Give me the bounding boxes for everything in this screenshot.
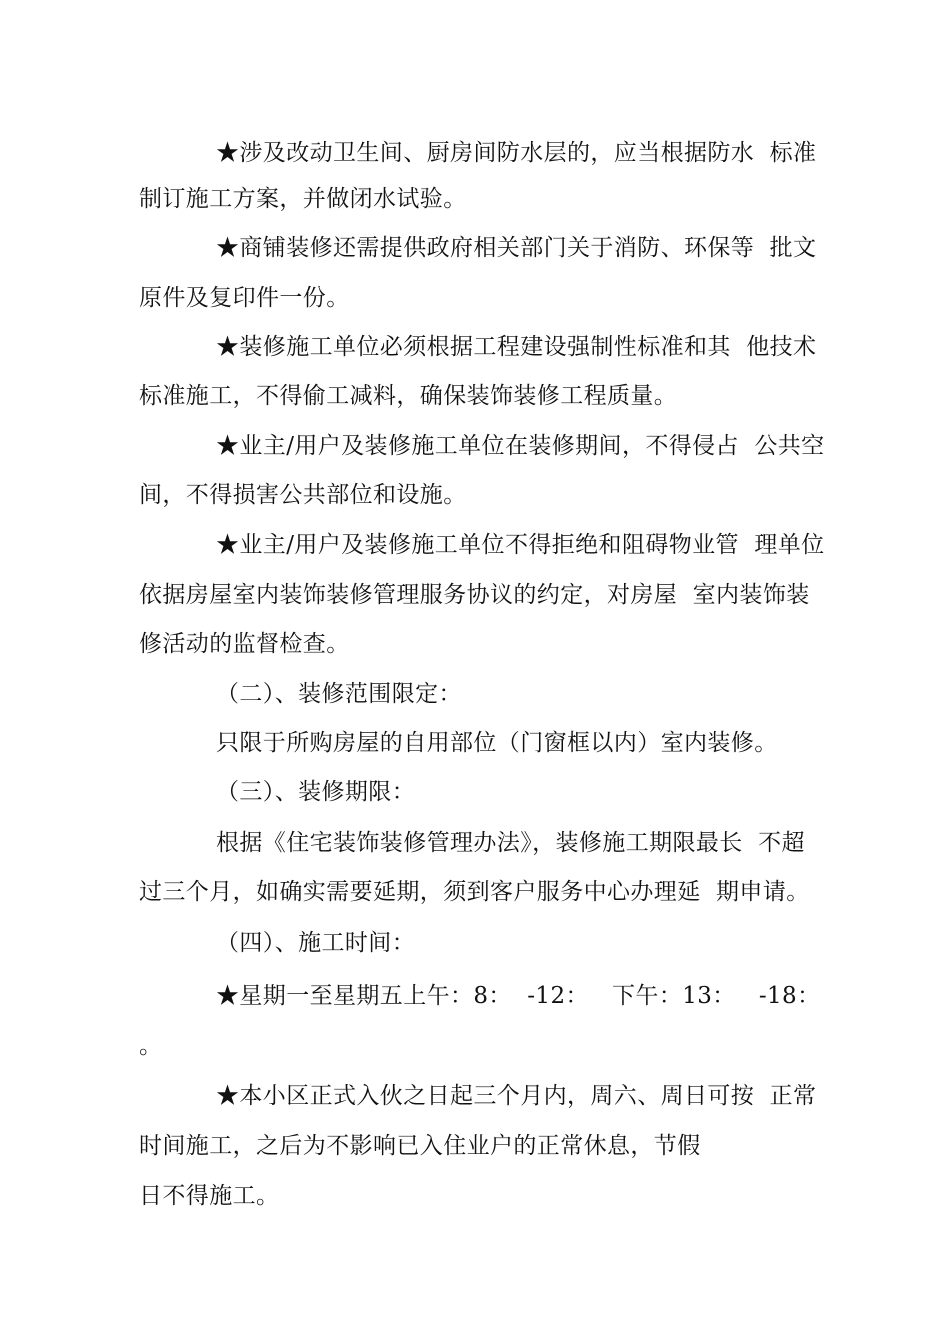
- paragraph-line-5: ★装修施工单位必须根据工程建设强制性标准和其 他技术: [216, 334, 817, 360]
- paragraph-line-7: ★业主/用户及装修施工单位在装修期间，不得侵占 公共空: [216, 433, 825, 459]
- paragraph-line-15: 根据《住宅装饰装修管理办法》，装修施工期限最长 不超: [216, 830, 805, 856]
- paragraph-line-19: 。: [139, 1033, 163, 1059]
- paragraph-line-20: ★本小区正式入伙之日起三个月内，周六、周日可按 正常: [216, 1083, 817, 1109]
- paragraph-line-1: ★涉及改动卫生间、厨房间防水层的，应当根据防水 标准: [216, 140, 817, 166]
- paragraph-line-6: 标准施工，不得偷工减料，确保装饰装修工程质量。: [139, 383, 678, 409]
- paragraph-line-22: 日不得施工。: [139, 1183, 280, 1209]
- paragraph-line-11: 修活动的监督检查。: [139, 631, 350, 657]
- paragraph-line-4: 原件及复印件一份。: [139, 285, 350, 311]
- paragraph-line-3: ★商铺装修还需提供政府相关部门关于消防、环保等 批文: [216, 235, 817, 261]
- paragraph-line-13: 只限于所购房屋的自用部位（门窗框以内）室内装修。: [216, 730, 778, 756]
- paragraph-line-9: ★业主/用户及装修施工单位不得拒绝和阻碍物业管 理单位: [216, 532, 825, 558]
- paragraph-line-21: 时间施工，之后为不影响已入住业户的正常休息，节假: [139, 1133, 701, 1159]
- section-heading-scope: （二）、装修范围限定：: [216, 681, 462, 707]
- paragraph-line-8: 间，不得损害公共部位和设施。: [139, 482, 467, 508]
- section-heading-period: （三）、装修期限：: [216, 779, 416, 805]
- paragraph-line-16: 过三个月，如确实需要延期，须到客户服务中心办理延 期申请。: [139, 879, 810, 905]
- paragraph-line-2: 制订施工方案，并做闭水试验。: [139, 186, 467, 212]
- paragraph-line-10: 依据房屋室内装饰装修管理服务协议的约定，对房屋 室内装饰装: [139, 582, 810, 608]
- paragraph-line-18: ★星期一至星期五上午：8： -12： 下午：13： -18：: [216, 983, 821, 1009]
- section-heading-work-time: （四）、施工时间：: [216, 930, 416, 956]
